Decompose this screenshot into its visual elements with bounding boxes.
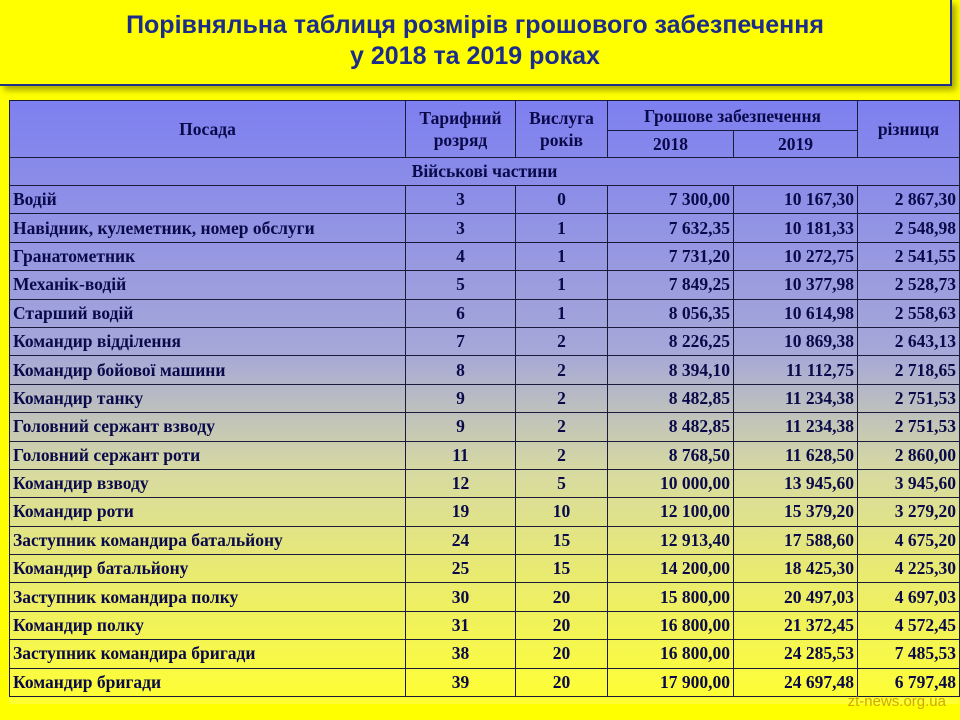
cell-position: Заступник командира полку (10, 583, 406, 611)
header-tariff-line1: Тарифний (419, 108, 502, 128)
table-row (10, 469, 960, 497)
cell-pay-2018: 8 394,10 (608, 356, 734, 384)
cell-tariff: 3 (406, 186, 516, 214)
table-row (10, 583, 960, 611)
cell-diff: 2 541,55 (858, 242, 960, 270)
cell-pay-2018: 14 200,00 (608, 555, 734, 583)
table-row (10, 242, 960, 270)
cell-pay-2019: 24 697,48 (734, 668, 858, 696)
cell-position: Головний сержант взводу (10, 413, 406, 441)
cell-tariff: 11 (406, 441, 516, 469)
cell-service: 1 (516, 271, 608, 299)
cell-pay-2019: 13 945,60 (734, 469, 858, 497)
cell-tariff: 3 (406, 214, 516, 242)
cell-pay-2019: 10 377,98 (734, 271, 858, 299)
cell-pay-2018: 7 300,00 (608, 186, 734, 214)
cell-position: Гранатометник (10, 242, 406, 270)
watermark: zt-news.org.ua (847, 693, 946, 710)
cell-service: 2 (516, 327, 608, 355)
cell-diff: 2 528,73 (858, 271, 960, 299)
table-row (10, 611, 960, 639)
page-title-line1: Порівняльна таблиця розмірів грошового забезпечення (126, 11, 824, 39)
cell-service: 20 (516, 611, 608, 639)
cell-position: Командир батальйону (10, 555, 406, 583)
cell-position: Командир танку (10, 384, 406, 412)
cell-pay-2019: 10 272,75 (734, 242, 858, 270)
cell-position: Командир бригади (10, 668, 406, 696)
cell-diff: 7 485,53 (858, 640, 960, 668)
section-title: Військові частини (10, 158, 960, 186)
header-service (516, 101, 608, 158)
header-pay: Грошове забезпечення (608, 101, 858, 131)
cell-tariff: 39 (406, 668, 516, 696)
cell-pay-2019: 18 425,30 (734, 555, 858, 583)
pay-comparison-table (9, 100, 960, 697)
cell-tariff: 38 (406, 640, 516, 668)
cell-pay-2019: 24 285,53 (734, 640, 858, 668)
cell-pay-2018: 8 226,25 (608, 327, 734, 355)
cell-tariff: 24 (406, 526, 516, 554)
cell-service: 20 (516, 583, 608, 611)
pay-table-container (9, 100, 959, 704)
cell-diff: 2 718,65 (858, 356, 960, 384)
cell-pay-2018: 7 731,20 (608, 242, 734, 270)
cell-position: Командир полку (10, 611, 406, 639)
table-row (10, 413, 960, 441)
cell-diff: 2 751,53 (858, 384, 960, 412)
cell-service: 10 (516, 498, 608, 526)
cell-service: 20 (516, 668, 608, 696)
table-row (10, 640, 960, 668)
cell-diff: 2 548,98 (858, 214, 960, 242)
header-year-2018: 2018 (608, 131, 734, 158)
cell-position: Заступник командира батальйону (10, 526, 406, 554)
cell-pay-2018: 8 482,85 (608, 413, 734, 441)
table-row (10, 186, 960, 214)
cell-pay-2019: 11 234,38 (734, 413, 858, 441)
cell-service: 0 (516, 186, 608, 214)
header-row-1 (10, 101, 960, 131)
cell-diff: 2 558,63 (858, 299, 960, 327)
cell-pay-2018: 15 800,00 (608, 583, 734, 611)
cell-pay-2019: 20 497,03 (734, 583, 858, 611)
cell-diff: 4 697,03 (858, 583, 960, 611)
cell-diff: 4 675,20 (858, 526, 960, 554)
cell-pay-2018: 8 056,35 (608, 299, 734, 327)
header-diff: різниця (858, 101, 960, 158)
cell-diff: 2 867,30 (858, 186, 960, 214)
cell-diff: 4 572,45 (858, 611, 960, 639)
table-row (10, 526, 960, 554)
cell-service: 1 (516, 214, 608, 242)
cell-position: Водій (10, 186, 406, 214)
cell-diff: 6 797,48 (858, 668, 960, 696)
cell-diff: 3 945,60 (858, 469, 960, 497)
cell-service: 15 (516, 526, 608, 554)
cell-pay-2019: 15 379,20 (734, 498, 858, 526)
cell-tariff: 31 (406, 611, 516, 639)
cell-tariff: 4 (406, 242, 516, 270)
header-service-line2: років (540, 130, 583, 150)
cell-pay-2019: 10 869,38 (734, 327, 858, 355)
table-row (10, 299, 960, 327)
cell-service: 20 (516, 640, 608, 668)
table-row (10, 271, 960, 299)
header-position: Посада (10, 101, 406, 158)
cell-pay-2019: 11 628,50 (734, 441, 858, 469)
cell-pay-2018: 8 768,50 (608, 441, 734, 469)
table-row (10, 441, 960, 469)
cell-service: 2 (516, 384, 608, 412)
header-tariff (406, 101, 516, 158)
cell-tariff: 6 (406, 299, 516, 327)
table-row (10, 214, 960, 242)
table-row (10, 384, 960, 412)
cell-diff: 2 643,13 (858, 327, 960, 355)
cell-pay-2018: 17 900,00 (608, 668, 734, 696)
cell-pay-2018: 12 100,00 (608, 498, 734, 526)
cell-pay-2018: 16 800,00 (608, 611, 734, 639)
table-row (10, 498, 960, 526)
table-row (10, 327, 960, 355)
cell-position: Механік-водій (10, 271, 406, 299)
cell-tariff: 7 (406, 327, 516, 355)
cell-diff: 4 225,30 (858, 555, 960, 583)
cell-position: Старший водій (10, 299, 406, 327)
header-service-line1: Вислуга (529, 108, 594, 128)
cell-tariff: 30 (406, 583, 516, 611)
cell-position: Командир взводу (10, 469, 406, 497)
header-year-2019: 2019 (734, 131, 858, 158)
cell-pay-2019: 21 372,45 (734, 611, 858, 639)
cell-position: Заступник командира бригади (10, 640, 406, 668)
title-banner (0, 0, 952, 86)
cell-position: Командир бойової машини (10, 356, 406, 384)
cell-pay-2019: 10 167,30 (734, 186, 858, 214)
cell-service: 15 (516, 555, 608, 583)
cell-service: 2 (516, 356, 608, 384)
page-title-line2: у 2018 та 2019 роках (350, 42, 600, 70)
cell-position: Головний сержант роти (10, 441, 406, 469)
header-tariff-line2: розряд (433, 130, 488, 150)
cell-pay-2019: 10 614,98 (734, 299, 858, 327)
cell-tariff: 9 (406, 413, 516, 441)
cell-pay-2018: 8 482,85 (608, 384, 734, 412)
cell-pay-2018: 7 632,35 (608, 214, 734, 242)
cell-tariff: 25 (406, 555, 516, 583)
cell-tariff: 8 (406, 356, 516, 384)
cell-pay-2018: 10 000,00 (608, 469, 734, 497)
cell-diff: 2 751,53 (858, 413, 960, 441)
cell-pay-2019: 11 234,38 (734, 384, 858, 412)
table-row (10, 668, 960, 696)
cell-service: 2 (516, 413, 608, 441)
table-row (10, 555, 960, 583)
cell-diff: 3 279,20 (858, 498, 960, 526)
cell-tariff: 12 (406, 469, 516, 497)
cell-position: Командир відділення (10, 327, 406, 355)
cell-tariff: 5 (406, 271, 516, 299)
table-body (10, 158, 960, 697)
cell-diff: 2 860,00 (858, 441, 960, 469)
cell-pay-2019: 17 588,60 (734, 526, 858, 554)
cell-tariff: 19 (406, 498, 516, 526)
cell-position: Навідник, кулеметник, номер обслуги (10, 214, 406, 242)
cell-pay-2019: 10 181,33 (734, 214, 858, 242)
cell-pay-2019: 11 112,75 (734, 356, 858, 384)
table-row (10, 356, 960, 384)
cell-pay-2018: 16 800,00 (608, 640, 734, 668)
cell-pay-2018: 7 849,25 (608, 271, 734, 299)
cell-service: 2 (516, 441, 608, 469)
cell-position: Командир роти (10, 498, 406, 526)
cell-pay-2018: 12 913,40 (608, 526, 734, 554)
cell-service: 5 (516, 469, 608, 497)
cell-service: 1 (516, 242, 608, 270)
cell-service: 1 (516, 299, 608, 327)
section-row (10, 158, 960, 186)
cell-tariff: 9 (406, 384, 516, 412)
